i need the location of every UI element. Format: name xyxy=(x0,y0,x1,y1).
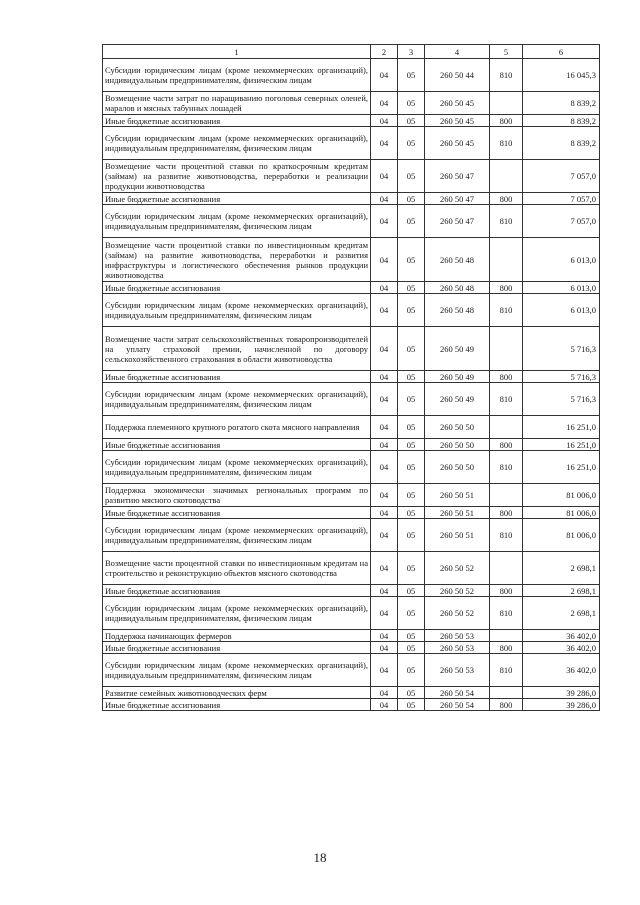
cell-subsection: 05 xyxy=(398,193,425,205)
cell-target-code: 260 50 50 xyxy=(425,451,490,484)
cell-subsection: 05 xyxy=(398,699,425,711)
cell-target-code: 260 50 54 xyxy=(425,699,490,711)
table-row xyxy=(103,630,600,642)
table-row xyxy=(103,115,600,127)
cell-description: Возмещение части затрат по наращиванию поголовья северных оленей, маралов и мясных табунных лошадей xyxy=(103,92,371,115)
cell-amount: 8 839,2 xyxy=(523,127,600,160)
cell-target-code: 260 50 47 xyxy=(425,160,490,193)
cell-expense-type xyxy=(490,687,523,699)
cell-description: Поддержка начинающих фермеров xyxy=(103,630,371,642)
header-cell: 2 xyxy=(371,45,398,59)
cell-description: Субсидии юридическим лицам (кроме некоммерческих организаций), индивидуальным предпринимателям, физическим лицам xyxy=(103,205,371,238)
table-row xyxy=(103,282,600,294)
table-row xyxy=(103,597,600,630)
cell-expense-type: 800 xyxy=(490,193,523,205)
table-row xyxy=(103,585,600,597)
table-row xyxy=(103,59,600,92)
cell-amount: 39 286,0 xyxy=(523,687,600,699)
cell-section: 04 xyxy=(371,630,398,642)
cell-section: 04 xyxy=(371,59,398,92)
cell-section: 04 xyxy=(371,507,398,519)
cell-section: 04 xyxy=(371,92,398,115)
cell-expense-type xyxy=(490,238,523,282)
cell-expense-type xyxy=(490,160,523,193)
cell-subsection: 05 xyxy=(398,371,425,383)
cell-target-code: 260 50 47 xyxy=(425,193,490,205)
cell-amount: 6 013,0 xyxy=(523,282,600,294)
cell-target-code: 260 50 47 xyxy=(425,205,490,238)
table-row xyxy=(103,238,600,282)
cell-amount: 16 251,0 xyxy=(523,451,600,484)
cell-section: 04 xyxy=(371,439,398,451)
cell-subsection: 05 xyxy=(398,439,425,451)
cell-subsection: 05 xyxy=(398,552,425,585)
cell-section: 04 xyxy=(371,416,398,439)
cell-subsection: 05 xyxy=(398,687,425,699)
cell-amount: 6 013,0 xyxy=(523,294,600,327)
cell-subsection: 05 xyxy=(398,205,425,238)
cell-expense-type: 810 xyxy=(490,519,523,552)
cell-target-code: 260 50 44 xyxy=(425,59,490,92)
cell-description: Иные бюджетные ассигнования xyxy=(103,507,371,519)
table-row xyxy=(103,294,600,327)
cell-amount: 16 251,0 xyxy=(523,439,600,451)
cell-target-code: 260 50 49 xyxy=(425,383,490,416)
cell-target-code: 260 50 52 xyxy=(425,585,490,597)
cell-amount: 81 006,0 xyxy=(523,507,600,519)
cell-section: 04 xyxy=(371,597,398,630)
cell-target-code: 260 50 45 xyxy=(425,127,490,160)
cell-subsection: 05 xyxy=(398,294,425,327)
header-cell: 1 xyxy=(103,45,371,59)
cell-description: Развитие семейных животноводческих ферм xyxy=(103,687,371,699)
cell-description: Поддержка племенного крупного рогатого скота мясного направления xyxy=(103,416,371,439)
table-row xyxy=(103,519,600,552)
cell-description: Субсидии юридическим лицам (кроме некоммерческих организаций), индивидуальным предпринимателям, физическим лицам xyxy=(103,597,371,630)
table-row xyxy=(103,127,600,160)
cell-expense-type: 800 xyxy=(490,282,523,294)
cell-section: 04 xyxy=(371,282,398,294)
cell-section: 04 xyxy=(371,294,398,327)
cell-expense-type xyxy=(490,484,523,507)
table-row xyxy=(103,552,600,585)
cell-description: Возмещение части процентной ставки по инвестиционным кредитам на строительство и реконструкцию объектов мясного скотоводства xyxy=(103,552,371,585)
header-cell: 3 xyxy=(398,45,425,59)
table-row xyxy=(103,193,600,205)
cell-expense-type: 800 xyxy=(490,699,523,711)
cell-expense-type: 810 xyxy=(490,205,523,238)
table-body xyxy=(103,59,600,711)
cell-target-code: 260 50 52 xyxy=(425,552,490,585)
cell-section: 04 xyxy=(371,585,398,597)
cell-description: Поддержка экономически значимых региональных программ по развитию мясного скотоводства xyxy=(103,484,371,507)
cell-expense-type: 800 xyxy=(490,585,523,597)
cell-section: 04 xyxy=(371,383,398,416)
cell-expense-type: 800 xyxy=(490,439,523,451)
cell-target-code: 260 50 49 xyxy=(425,371,490,383)
cell-description: Иные бюджетные ассигнования xyxy=(103,193,371,205)
cell-expense-type: 810 xyxy=(490,654,523,687)
cell-target-code: 260 50 48 xyxy=(425,294,490,327)
cell-description: Иные бюджетные ассигнования xyxy=(103,642,371,654)
cell-amount: 2 698,1 xyxy=(523,552,600,585)
cell-expense-type: 800 xyxy=(490,507,523,519)
cell-expense-type: 800 xyxy=(490,371,523,383)
cell-section: 04 xyxy=(371,371,398,383)
cell-description: Иные бюджетные ассигнования xyxy=(103,699,371,711)
cell-section: 04 xyxy=(371,451,398,484)
cell-subsection: 05 xyxy=(398,630,425,642)
header-cell: 4 xyxy=(425,45,490,59)
budget-table xyxy=(102,44,600,711)
cell-description: Возмещение части процентной ставки по краткосрочным кредитам (займам) на развитие животноводства, переработки и реализации продукции животноводства xyxy=(103,160,371,193)
cell-subsection: 05 xyxy=(398,92,425,115)
table-row xyxy=(103,371,600,383)
cell-amount: 6 013,0 xyxy=(523,238,600,282)
cell-description: Субсидии юридическим лицам (кроме некоммерческих организаций), индивидуальным предпринимателям, физическим лицам xyxy=(103,451,371,484)
cell-description: Иные бюджетные ассигнования xyxy=(103,282,371,294)
cell-section: 04 xyxy=(371,327,398,371)
cell-subsection: 05 xyxy=(398,507,425,519)
cell-description: Иные бюджетные ассигнования xyxy=(103,439,371,451)
table-row xyxy=(103,687,600,699)
cell-amount: 36 402,0 xyxy=(523,654,600,687)
cell-expense-type: 810 xyxy=(490,451,523,484)
cell-amount: 7 057,0 xyxy=(523,160,600,193)
cell-subsection: 05 xyxy=(398,160,425,193)
page-number: 18 xyxy=(313,850,327,865)
table-header-row xyxy=(103,45,600,59)
cell-target-code: 260 50 53 xyxy=(425,642,490,654)
cell-target-code: 260 50 50 xyxy=(425,439,490,451)
cell-expense-type: 800 xyxy=(490,642,523,654)
cell-description: Возмещение части затрат сельскохозяйственных товаропроизводителей на уплату страховой премии, начисленной по договору сельскохозяйственного страхования в области животноводства xyxy=(103,327,371,371)
cell-subsection: 05 xyxy=(398,282,425,294)
cell-description: Субсидии юридическим лицам (кроме некоммерческих организаций), индивидуальным предпринимателям, физическим лицам xyxy=(103,59,371,92)
cell-subsection: 05 xyxy=(398,585,425,597)
cell-expense-type xyxy=(490,92,523,115)
cell-subsection: 05 xyxy=(398,597,425,630)
cell-subsection: 05 xyxy=(398,59,425,92)
table-row xyxy=(103,507,600,519)
table-row xyxy=(103,699,600,711)
cell-amount: 5 716,3 xyxy=(523,327,600,371)
cell-section: 04 xyxy=(371,160,398,193)
cell-amount: 39 286,0 xyxy=(523,699,600,711)
cell-subsection: 05 xyxy=(398,642,425,654)
cell-subsection: 05 xyxy=(398,383,425,416)
header-cell: 5 xyxy=(490,45,523,59)
cell-description: Субсидии юридическим лицам (кроме некоммерческих организаций), индивидуальным предпринимателям, физическим лицам xyxy=(103,654,371,687)
cell-expense-type: 810 xyxy=(490,127,523,160)
cell-subsection: 05 xyxy=(398,327,425,371)
cell-description: Субсидии юридическим лицам (кроме некоммерческих организаций), индивидуальным предпринимателям, физическим лицам xyxy=(103,519,371,552)
table-row xyxy=(103,92,600,115)
cell-description: Субсидии юридическим лицам (кроме некоммерческих организаций), индивидуальным предпринимателям, физическим лицам xyxy=(103,127,371,160)
cell-description: Субсидии юридическим лицам (кроме некоммерческих организаций), индивидуальным предпринимателям, физическим лицам xyxy=(103,294,371,327)
cell-section: 04 xyxy=(371,699,398,711)
cell-target-code: 260 50 49 xyxy=(425,327,490,371)
cell-target-code: 260 50 51 xyxy=(425,507,490,519)
cell-subsection: 05 xyxy=(398,238,425,282)
cell-target-code: 260 50 45 xyxy=(425,115,490,127)
cell-amount: 2 698,1 xyxy=(523,597,600,630)
table-row xyxy=(103,383,600,416)
cell-section: 04 xyxy=(371,205,398,238)
cell-target-code: 260 50 45 xyxy=(425,92,490,115)
cell-section: 04 xyxy=(371,238,398,282)
cell-subsection: 05 xyxy=(398,416,425,439)
cell-description: Иные бюджетные ассигнования xyxy=(103,115,371,127)
cell-section: 04 xyxy=(371,654,398,687)
cell-target-code: 260 50 53 xyxy=(425,630,490,642)
table-row xyxy=(103,439,600,451)
cell-section: 04 xyxy=(371,193,398,205)
cell-section: 04 xyxy=(371,127,398,160)
table-row xyxy=(103,160,600,193)
table-row xyxy=(103,654,600,687)
cell-target-code: 260 50 48 xyxy=(425,238,490,282)
cell-target-code: 260 50 53 xyxy=(425,654,490,687)
cell-amount: 16 045,3 xyxy=(523,59,600,92)
cell-description: Иные бюджетные ассигнования xyxy=(103,371,371,383)
cell-target-code: 260 50 52 xyxy=(425,597,490,630)
cell-amount: 7 057,0 xyxy=(523,205,600,238)
cell-target-code: 260 50 51 xyxy=(425,484,490,507)
header-cell: 6 xyxy=(523,45,600,59)
cell-expense-type: 810 xyxy=(490,59,523,92)
cell-amount: 2 698,1 xyxy=(523,585,600,597)
cell-expense-type xyxy=(490,552,523,585)
table-row xyxy=(103,416,600,439)
cell-target-code: 260 50 51 xyxy=(425,519,490,552)
cell-subsection: 05 xyxy=(398,127,425,160)
cell-section: 04 xyxy=(371,115,398,127)
cell-section: 04 xyxy=(371,484,398,507)
cell-description: Субсидии юридическим лицам (кроме некоммерческих организаций), индивидуальным предпринимателям, физическим лицам xyxy=(103,383,371,416)
cell-amount: 81 006,0 xyxy=(523,519,600,552)
cell-expense-type xyxy=(490,630,523,642)
cell-target-code: 260 50 48 xyxy=(425,282,490,294)
cell-amount: 36 402,0 xyxy=(523,642,600,654)
cell-target-code: 260 50 50 xyxy=(425,416,490,439)
cell-section: 04 xyxy=(371,552,398,585)
cell-expense-type: 800 xyxy=(490,115,523,127)
cell-section: 04 xyxy=(371,687,398,699)
cell-subsection: 05 xyxy=(398,519,425,552)
cell-amount: 7 057,0 xyxy=(523,193,600,205)
cell-amount: 8 839,2 xyxy=(523,115,600,127)
cell-amount: 8 839,2 xyxy=(523,92,600,115)
table-row xyxy=(103,327,600,371)
cell-expense-type: 810 xyxy=(490,294,523,327)
cell-section: 04 xyxy=(371,642,398,654)
table-row xyxy=(103,205,600,238)
cell-amount: 5 716,3 xyxy=(523,371,600,383)
cell-amount: 5 716,3 xyxy=(523,383,600,416)
table-row xyxy=(103,484,600,507)
table-row xyxy=(103,642,600,654)
cell-target-code: 260 50 54 xyxy=(425,687,490,699)
cell-expense-type: 810 xyxy=(490,383,523,416)
cell-amount: 16 251,0 xyxy=(523,416,600,439)
cell-expense-type: 810 xyxy=(490,597,523,630)
cell-subsection: 05 xyxy=(398,115,425,127)
cell-description: Возмещение части процентной ставки по инвестиционным кредитам (займам) на развитие животноводства, переработки и развития инфраструктуры и логистического обеспечения рынков продукции животноводства xyxy=(103,238,371,282)
cell-amount: 81 006,0 xyxy=(523,484,600,507)
cell-expense-type xyxy=(490,327,523,371)
cell-description: Иные бюджетные ассигнования xyxy=(103,585,371,597)
cell-section: 04 xyxy=(371,519,398,552)
cell-subsection: 05 xyxy=(398,654,425,687)
cell-subsection: 05 xyxy=(398,451,425,484)
cell-expense-type xyxy=(490,416,523,439)
cell-amount: 36 402,0 xyxy=(523,630,600,642)
table-row xyxy=(103,451,600,484)
cell-subsection: 05 xyxy=(398,484,425,507)
